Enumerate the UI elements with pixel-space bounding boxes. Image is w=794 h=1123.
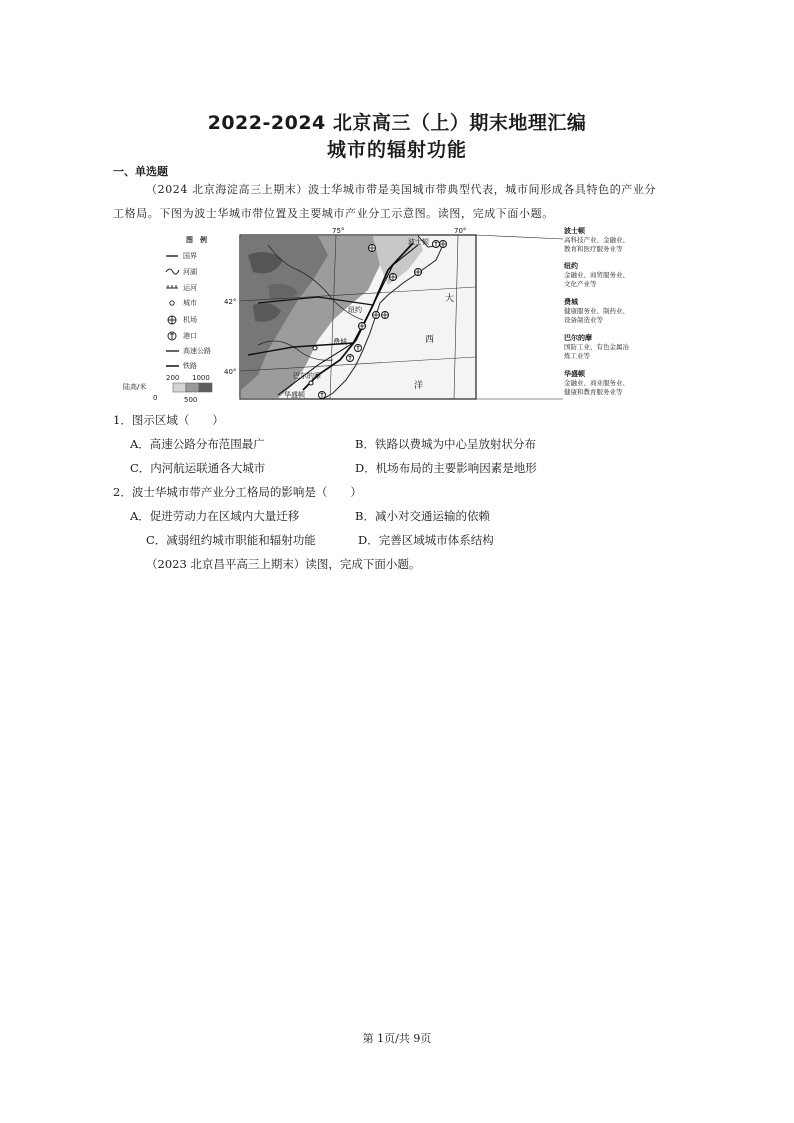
panel-boston-head: 波士顿 (564, 227, 585, 235)
intro-line-1: （2024 北京海淀高三上期末）波士华城市带是美国城市带典型代表，城市间形成各具特色的产业分 (146, 183, 657, 196)
question-1-option-c: C．内河航运联通各大城市 (130, 461, 266, 475)
ocean-label-2: 西 (425, 335, 435, 345)
document-subtitle: 城市的辐射功能 (326, 139, 467, 161)
panel-newyork-head: 纽约 (564, 262, 578, 270)
airport-icon (382, 312, 389, 319)
panel-washington-line2: 健康和教育服务业等 (564, 388, 623, 396)
document-title: 2022-2024 北京高三（上）期末地理汇编 (207, 112, 587, 134)
port-icon (319, 392, 326, 399)
elevation-tick-500: 500 (184, 396, 198, 404)
elevation-tick-1000: 1000 (192, 374, 210, 382)
ocean-label-1: 大 (445, 294, 455, 304)
panel-boston-line2: 教育和医疗服务业等 (564, 245, 623, 253)
port-icon (347, 355, 354, 362)
airport-icon (168, 316, 176, 324)
panel-baltimore-line1: 国防工业、有色金属冶 (564, 343, 629, 351)
question-1-option-b: B．铁路以费城为中心呈放射状分布 (355, 437, 536, 451)
lat-label-40: 40° (224, 368, 237, 376)
elevation-tick-0: 0 (153, 394, 158, 402)
elevation-swatch-low (173, 383, 186, 392)
industry-panel (564, 226, 630, 396)
page-footer: 第 1页/共 9页 (362, 1032, 432, 1045)
panel-baltimore-line2: 炼工业等 (564, 352, 590, 360)
panel-philadelphia-line2: 设备制造业等 (564, 316, 603, 324)
city-dot (313, 346, 317, 350)
panel-washington-line1: 金融业、商业服务业、 (564, 379, 629, 387)
intro-line-2: 工格局。下图为波士华城市带位置及主要城市产业分工示意图。读图，完成下面小题。 (113, 207, 554, 220)
question-1-option-a: A．高速公路分布范围最广 (130, 437, 265, 451)
city-label-newyork: 纽约 (348, 306, 362, 314)
question-2-option-c: C．减弱纽约城市职能和辐射功能 (146, 533, 316, 547)
ocean-label-3: 洋 (414, 381, 424, 391)
legend-item-river: 河湖 (183, 268, 197, 276)
question-1-stem: 1．图示区域（ ） (113, 413, 224, 427)
panel-newyork-line2: 文化产业等 (564, 280, 597, 288)
airport-icon (359, 323, 366, 330)
airport-icon (369, 245, 376, 252)
panel-washington-head: 华盛顿 (564, 370, 585, 378)
elevation-tick-200: 200 (166, 374, 180, 382)
city-label-washington: 华盛顿 (284, 391, 305, 399)
legend-item-airport: 机场 (183, 316, 197, 324)
legend-item-port: 港口 (183, 332, 197, 340)
elevation-swatch-mid (186, 383, 199, 392)
lon-label-70: 70° (454, 227, 467, 235)
elevation-label: 陆高/米 (123, 383, 147, 391)
port-icon (433, 241, 440, 248)
legend-item-canal: 运河 (183, 284, 197, 292)
map-legend (123, 235, 212, 404)
panel-philadelphia-line1: 健康服务业、制药业、 (564, 307, 629, 315)
legend-item-city: 城市 (183, 299, 197, 307)
canal-symbol (166, 285, 178, 288)
airport-icon (373, 312, 380, 319)
city-label-baltimore: 巴尔的摩 (293, 372, 321, 380)
airport-icon (390, 274, 397, 281)
airport-icon (415, 269, 422, 276)
port-icon (355, 345, 362, 352)
legend-item-railway: 铁路 (183, 362, 197, 370)
legend-title: 图 例 (186, 236, 207, 244)
city-symbol (170, 301, 174, 305)
panel-boston-line1: 高科技产业、金融业、 (564, 236, 629, 244)
section-heading: 一、单选题 (113, 165, 168, 178)
question-2-option-b: B．减小对交通运输的依赖 (355, 509, 490, 523)
city-label-philadelphia: 费城 (333, 338, 347, 346)
airport-icon (440, 241, 447, 248)
intro-paragraph (113, 178, 691, 226)
panel-baltimore-head: 巴尔的摩 (564, 334, 592, 342)
city-dot (309, 381, 313, 385)
port-icon (168, 332, 176, 340)
lon-label-75: 75° (332, 227, 345, 235)
map-body (224, 227, 476, 399)
question-2-option-a: A．促进劳动力在区域内大量迁移 (130, 509, 300, 523)
question-1-option-d: D．机场布局的主要影响因素是地形 (355, 461, 537, 475)
elevation-swatch-high (199, 383, 212, 392)
question-2-option-d: D．完善区域城市体系结构 (358, 533, 494, 547)
legend-item-highway: 高速公路 (183, 347, 211, 355)
panel-philadelphia-head: 费城 (564, 298, 578, 306)
next-intro: （2023 北京昌平高三上期末）读图，完成下面小题。 (146, 557, 421, 571)
figure-map (118, 225, 629, 405)
lat-label-42: 42° (224, 298, 237, 306)
panel-newyork-line1: 金融业、商贸服务业、 (564, 271, 629, 279)
question-2-stem: 2．波士华城市带产业分工格局的影响是（ ） (113, 485, 362, 499)
legend-item-border: 国界 (183, 252, 197, 260)
river-symbol (166, 269, 179, 274)
city-label-boston: 波士顿 (408, 238, 429, 246)
